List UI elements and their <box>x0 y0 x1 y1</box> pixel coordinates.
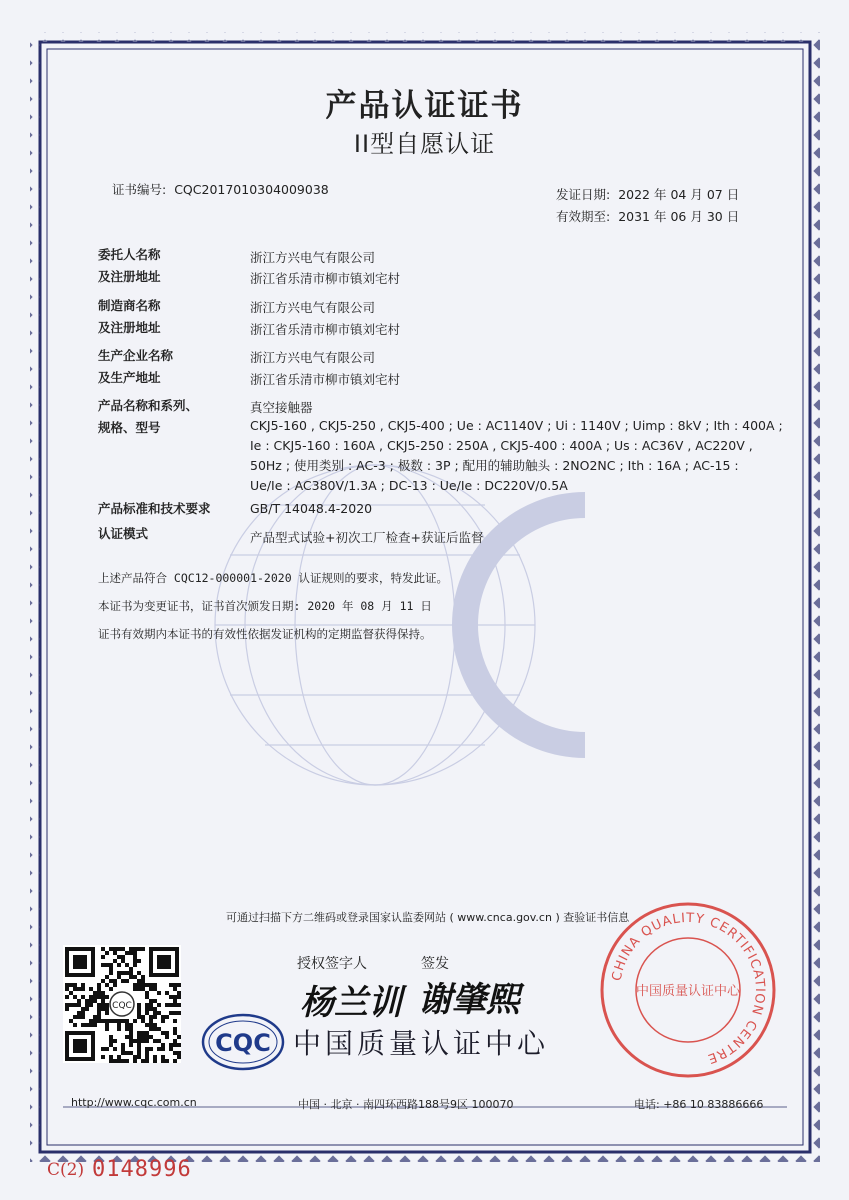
expiry-date-label: 有效期至: <box>556 209 611 224</box>
svg-text:CHINA QUALITY CERTIFICATION CE: CHINA QUALITY CERTIFICATION CENTRE <box>609 910 768 1067</box>
official-seal <box>598 900 778 1080</box>
svg-text:中国质量认证中心: 中国质量认证中心 <box>635 984 741 999</box>
cqc-logo <box>200 1012 286 1072</box>
serial-prefix: C(2) <box>47 1160 85 1180</box>
issuer-label: 签发 <box>421 956 449 972</box>
footer-address: 中国 · 北京 · 南四环西路188号9区 100070 <box>298 1098 514 1111</box>
spec-line: CKJ5-160 , CKJ5-250 , CKJ5-400 ; Ue : AC1140V ; Ui : 1140V ; Uimp : 8kV ; Ith : 400A ; <box>250 418 783 433</box>
certificate-number-row <box>112 180 329 198</box>
footer-url[interactable]: http://www.cqc.com.cn <box>71 1096 197 1109</box>
certificate-subtitle: II型自愿认证 <box>353 130 496 158</box>
client-name: 浙江方兴电气有限公司 <box>250 250 376 265</box>
factory-name-label: 生产企业名称 <box>98 348 174 363</box>
svg-text:CQC: CQC <box>112 1001 132 1011</box>
expiry-date: 2031 年 06 月 30 日 <box>618 209 740 224</box>
standard-label: 产品标准和技术要求 <box>98 501 211 516</box>
manufacturer-address: 浙江省乐清市柳市镇刘宅村 <box>250 322 401 337</box>
product-name: 真空接触器 <box>250 400 313 415</box>
spec-line: Ie : CKJ5-160 : 160A , CKJ5-250 : 250A , CKJ5-400 : 400A ; Us : AC36V , AC220V , <box>250 438 753 453</box>
qr-code[interactable] <box>63 945 181 1063</box>
cqc-watermark <box>185 445 665 805</box>
note-line: 本证书为变更证书，证书首次颁发日期: 2020 年 08 月 11 日 <box>98 599 432 613</box>
note-line: 上述产品符合 CQC12-000001-2020 认证规则的要求，特发此证。 <box>98 571 449 585</box>
mode-label: 认证模式 <box>98 526 149 541</box>
authorized-signature: 杨兰训 <box>300 983 402 1023</box>
factory-address: 浙江省乐清市柳市镇刘宅村 <box>250 372 401 387</box>
svg-text:CQC: CQC <box>215 1029 271 1057</box>
manufacturer-name: 浙江方兴电气有限公司 <box>250 300 376 315</box>
issuer-signature: 谢肇熙 <box>418 980 520 1020</box>
standard-value: GB/T 14048.4-2020 <box>250 501 373 516</box>
authorized-signatory-label: 授权签字人 <box>297 956 367 972</box>
factory-name: 浙江方兴电气有限公司 <box>250 350 376 365</box>
certificate-title: 产品认证证书 <box>325 88 524 124</box>
manufacturer-address-label: 及注册地址 <box>98 320 161 335</box>
client-address-label: 及注册地址 <box>98 269 161 284</box>
product-label-1: 产品名称和系列、 <box>98 398 199 413</box>
note-line: 证书有效期内本证书的有效性依据发证机构的定期监督获得保持。 <box>98 627 432 641</box>
mode-value: 产品型式试验+初次工厂检查+获证后监督 <box>250 530 484 545</box>
client-name-label: 委托人名称 <box>98 247 161 262</box>
client-address: 浙江省乐清市柳市镇刘宅村 <box>250 271 401 286</box>
footer-phone: 电话: +86 10 83886666 <box>634 1098 764 1111</box>
product-label-2: 规格、型号 <box>98 420 161 435</box>
factory-address-label: 及生产地址 <box>98 370 161 385</box>
issue-date-label: 发证日期: <box>556 187 611 202</box>
spec-line: Ue/Ie : AC380V/1.3A ; DC-13 : Ue/Ie : DC220V/0.5A <box>250 478 568 493</box>
serial-number: 0148996 <box>92 1157 192 1182</box>
organization-name: 中国质量认证中心 <box>293 1027 550 1060</box>
issue-date-row <box>556 185 739 203</box>
certificate-number-label: 证书编号: <box>112 182 167 197</box>
expiry-date-row <box>556 207 739 225</box>
manufacturer-name-label: 制造商名称 <box>98 298 161 313</box>
product-spec <box>250 416 783 496</box>
issue-date: 2022 年 04 月 07 日 <box>618 187 740 202</box>
verify-text: 可通过扫描下方二维码或登录国家认监委网站 ( www.cnca.gov.cn ) 查验证书信息 <box>226 911 630 924</box>
certificate-number: CQC2017010304009038 <box>174 182 329 197</box>
spec-line: 50Hz ; 使用类别 : AC-3 ; 极数 : 3P ; 配用的辅助触头 : 2NO2NC ; Ith : 16A ; AC-15 : <box>250 458 739 473</box>
qr-code-image <box>63 945 181 1063</box>
